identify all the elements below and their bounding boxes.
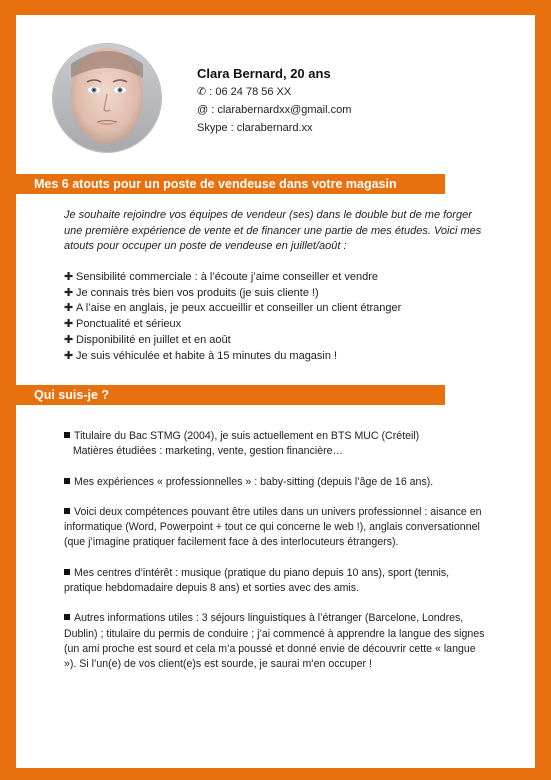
phone-line: ✆ : 06 24 78 56 XX [197, 86, 292, 98]
about-paragraph: Mes centres d’intérêt : musique (pratique du piano depuis 10 ans), sport (tennis, pratique hebdomadaire depuis 8 ans) et sorties avec des amis. [64, 566, 450, 595]
section-title-qui-suis-je: Qui suis-je ? [16, 385, 445, 405]
list-item: ✚ Disponibilité en juillet et en août [64, 333, 494, 349]
about-paragraph: Autres informations utiles : 3 séjours linguistiques à l’étranger (Barcelone, Londres, Dublin) ; titulaire du permis de conduire ; j’ai commencé à apprendre la langue des signes (un ami proche est sourd et cela m’a poussé et donné envie de découvrir cette « langue »). Si l’un(e) de vos client(e)s est sourde, je saurai m’en occuper ! [64, 612, 485, 671]
contact-block [197, 65, 351, 137]
square-bullet-icon [64, 432, 70, 438]
plus-icon: ✚ [64, 318, 74, 331]
candidate-name: Clara Bernard, 20 ans [197, 66, 331, 81]
square-bullet-icon [64, 614, 70, 620]
list-item: ✚ Ponctualité et sérieux [64, 317, 494, 333]
list-item: ✚ Je connais très bien vos produits (je suis cliente !) [64, 286, 494, 302]
profile-photo [52, 43, 162, 153]
plus-icon: ✚ [64, 271, 74, 283]
list-item: ✚ Sensibilité commerciale : à l’écoute j’aime conseiller et vendre [64, 270, 494, 286]
about-section [64, 429, 490, 688]
square-bullet-icon [64, 508, 70, 514]
about-paragraph: Voici deux compétences pouvant être utiles dans un univers professionnel : aisance en informatique (Word, Powerpoint + tout ce qui concerne le web !), anglais conversationnel (que j’imagine pratiquer facilement face à des interlocuteurs étrangers). [64, 505, 482, 549]
skype-line: Skype : clarabernard.xx [197, 122, 313, 134]
square-bullet-icon [64, 478, 70, 484]
intro-paragraph: Je souhaite rejoindre vos équipes de vendeur (ses) dans le double but de me forger une première expérience de vente et de financer une partie de mes études. Voici mes atouts pour occuper un poste de vendeuse en juillet/août : [64, 209, 482, 252]
list-item: ✚ A l’aise en anglais, je peux accueillir et conseiller un client étranger [64, 301, 494, 317]
plus-icon: ✚ [64, 302, 74, 315]
about-paragraph: Mes expériences « professionnelles » : baby-sitting (depuis l’âge de 16 ans). [64, 475, 490, 490]
list-item: ✚ Je suis véhiculée et habite à 15 minutes du magasin ! [64, 349, 494, 365]
plus-icon: ✚ [64, 333, 74, 346]
email-line: @ : clarabernardxx@gmail.com [197, 104, 352, 116]
about-paragraph: Titulaire du Bac STMG (2004), je suis actuellement en BTS MUC (Créteil) Matières étudiées : marketing, vente, gestion financière… [64, 429, 490, 460]
plus-icon: ✚ [64, 286, 74, 299]
atouts-list [64, 270, 494, 364]
square-bullet-icon [64, 569, 70, 575]
plus-icon: ✚ [64, 349, 74, 362]
section-title-atouts: Mes 6 atouts pour un poste de vendeuse dans votre magasin [16, 174, 445, 194]
